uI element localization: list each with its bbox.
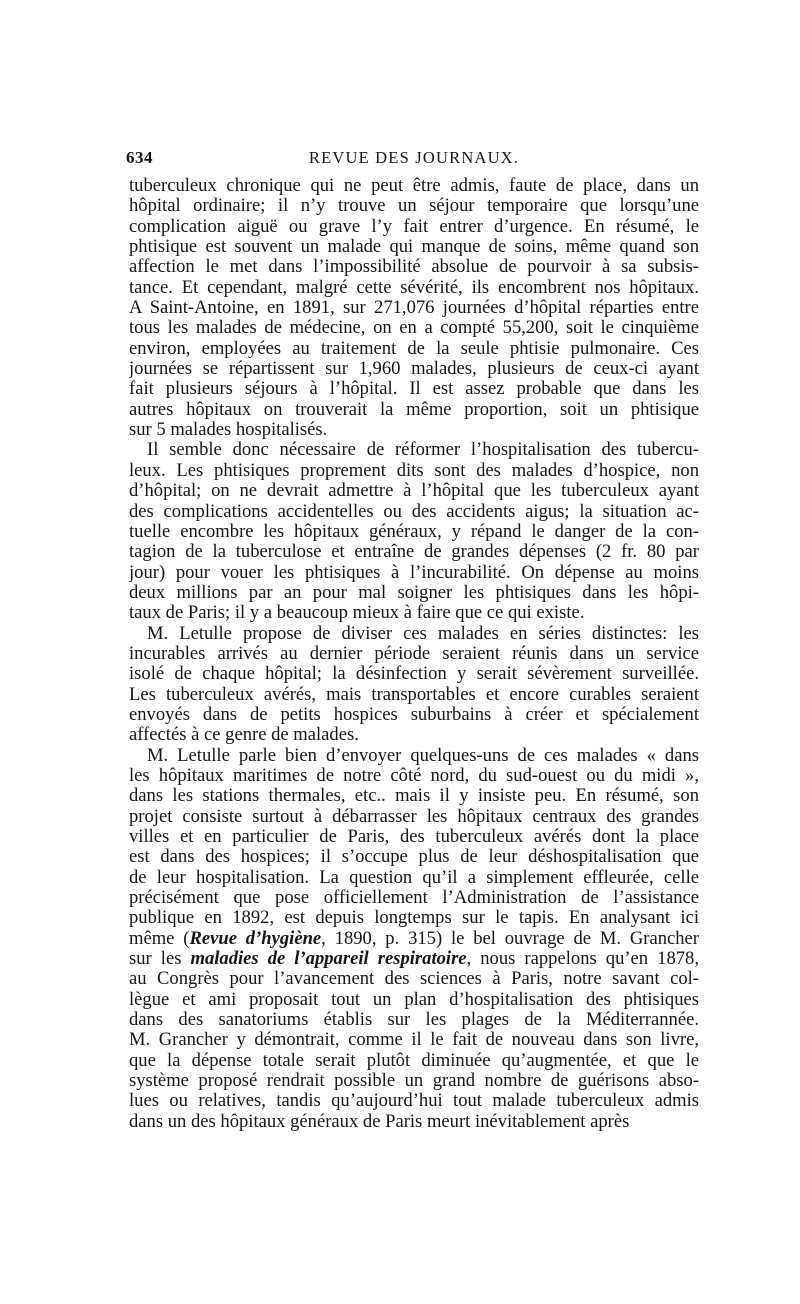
text-line: tuberculeux chronique qui ne peut être admis, faute de place, dans un	[129, 176, 699, 196]
text-line: envoyés dans de petits hospices suburbains à créer et spécialement	[129, 704, 699, 725]
text-line: projet consiste surtout à débarrasser les hôpitaux centraux des grandes	[129, 806, 699, 827]
text-line: au Congrès pour l’avancement des sciences à Paris, notre savant col-	[129, 969, 699, 990]
text-line: de leur hospitalisation. La question qu’il a simplement effleurée, celle	[129, 867, 699, 888]
text-line: système proposé rendrait possible un grand nombre de guérisons abso-	[129, 1071, 699, 1092]
text-line: affection le met dans l’impossibilité absolue de pourvoir à sa subsis-	[129, 257, 699, 278]
text-line: tuelle encombre les hôpitaux généraux, y répand le danger de la con-	[129, 521, 699, 542]
text-line: les hôpitaux maritimes de notre côté nord, du sud-ouest ou du midi »,	[129, 765, 699, 786]
text-line: jour) pour vouer les phtisiques à l’incurabilité. On dépense au moins	[129, 562, 699, 583]
text-line: est dans des hospices; il s’occupe plus de leur déshospitalisation que	[129, 847, 699, 868]
text-line: dans des sanatoriums établis sur les plages de la Méditerrannée.	[129, 1010, 699, 1031]
text-line: dans les stations thermales, etc.. mais il y insiste peu. En résumé, son	[129, 786, 699, 807]
text-line: journées se répartissent sur 1,960 malades, plusieurs de ceux-ci ayant	[129, 359, 699, 380]
text-line: d’hôpital; on ne devrait admettre à l’hôpital que les tuberculeux ayant	[129, 481, 699, 502]
text-line: autres hôpitaux on trouverait la même proportion, soit un phtisique	[129, 399, 699, 420]
text-line: fait plusieurs séjours à l’hôpital. Il est assez probable que dans les	[129, 379, 699, 400]
text-line: sur les maladies de l’appareil respiratoire, nous rappelons qu’en 1878,	[129, 949, 699, 970]
text-line: M. Grancher y démontrait, comme il le fait de nouveau dans son livre,	[129, 1030, 699, 1051]
text-line: Les tuberculeux avérés, mais transportables et encore curables seraient	[129, 684, 699, 705]
text-line: A Saint-Antoine, en 1891, sur 271,076 journées d’hôpital réparties entre	[129, 298, 699, 319]
text-line: dans un des hôpitaux généraux de Paris meurt inévitablement après	[129, 1111, 630, 1132]
text-line: complication aiguë ou grave l’y fait entrer d’urgence. En résumé, le	[129, 216, 699, 237]
body-text	[129, 176, 699, 1132]
text-line: tous les malades de médecine, on en a compté 55,200, soit le cinquième	[129, 318, 699, 339]
text-line: hôpital ordinaire; il n’y trouve un séjour temporaire que lorsqu’une	[129, 196, 699, 217]
text-line: deux millions par an pour mal soigner les phtisiques dans les hôpi-	[129, 582, 699, 603]
text-line: tagion de la tuberculose et entraîne de grandes dépenses (2 fr. 80 par	[129, 542, 699, 563]
text-line: que la dépense totale serait plutôt diminuée qu’augmentée, et que le	[129, 1050, 699, 1071]
running-title: REVUE DES JOURNAUX.	[308, 148, 520, 167]
text-line: Il semble donc nécessaire de réformer l’hospitalisation des tubercu-	[147, 440, 699, 461]
page-number: 634	[126, 148, 153, 167]
paragraph-3	[129, 624, 699, 746]
text-line: lègue et ami proposait tout un plan d’hospitalisation des phtisiques	[129, 989, 699, 1010]
paragraph-2	[129, 440, 699, 623]
text-line: des complications accidentelles ou des accidents aigus; la situation ac-	[129, 501, 699, 522]
text-line: sur 5 malades hospitalisés.	[129, 420, 328, 441]
text-line: publique en 1892, est depuis longtemps sur le tapis. En analysant ici	[129, 908, 699, 929]
text-line: même (Revue d’hygiène, 1890, p. 315) le bel ouvrage de M. Grancher	[129, 928, 699, 949]
text-line: M. Letulle parle bien d’envoyer quelques-uns de ces malades « dans	[147, 745, 699, 766]
text-line: villes et en particulier de Paris, des tuberculeux avérés dont la place	[129, 827, 699, 847]
text-line: taux de Paris; il y a beaucoup mieux à faire que ce qui existe.	[129, 603, 585, 624]
paragraph-1	[129, 176, 699, 440]
text-line: leux. Les phtisiques proprement dits sont des malades d’hospice, non	[129, 460, 699, 481]
text-line: précisément que pose officiellement l’Administration de l’assistance	[129, 888, 699, 909]
text-line: M. Letulle propose de diviser ces malades en séries distinctes: les	[147, 623, 699, 644]
text-line: tance. Et cependant, malgré cette sévérité, ils encombrent nos hôpitaux.	[129, 277, 699, 298]
text-line: isolé de chaque hôpital; la désinfection y serait sévèrement surveillée.	[129, 664, 699, 685]
text-line: phtisique est souvent un malade qui manque de soins, même quand son	[129, 237, 699, 258]
text-line: environ, employées au traitement de la seule phtisie pulmonaire. Ces	[129, 338, 699, 359]
text-line: lues ou relatives, tandis qu’aujourd’hui tout malade tuberculeux admis	[129, 1091, 699, 1112]
text-line: affectés à ce genre de malades.	[129, 725, 359, 746]
running-head	[126, 148, 702, 170]
text-line: incurables arrivés au dernier période seraient réunis dans un service	[129, 643, 699, 664]
paragraph-4	[129, 746, 699, 1133]
